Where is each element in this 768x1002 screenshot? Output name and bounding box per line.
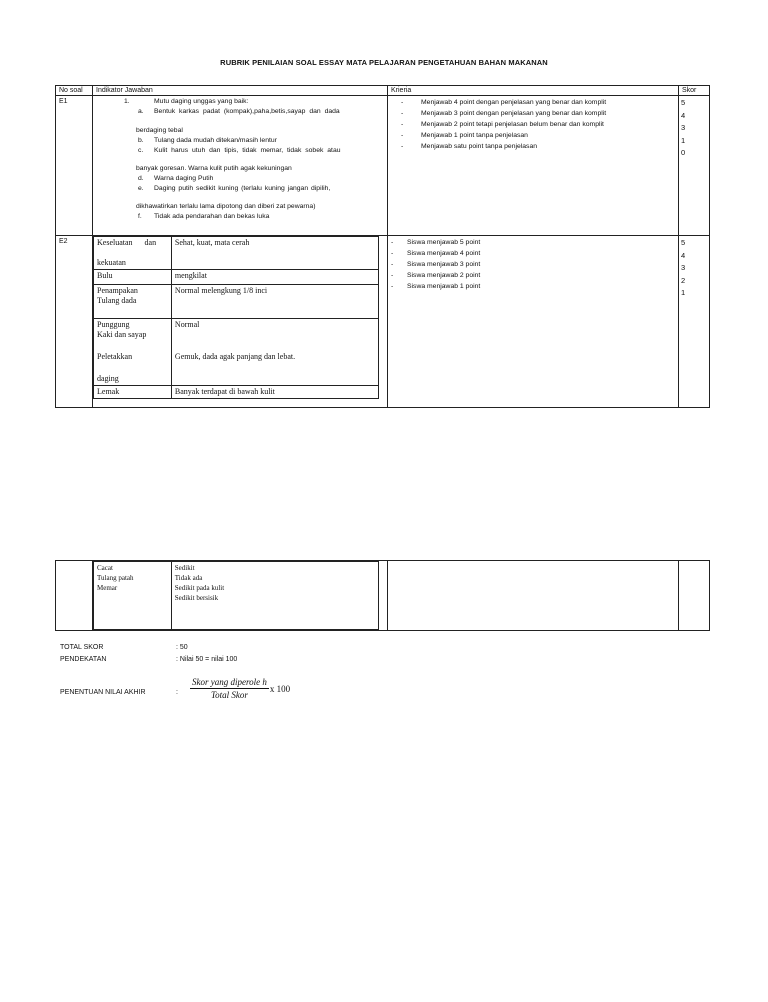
e2-value xyxy=(171,319,378,386)
cont-label: Tulang patah xyxy=(97,574,134,582)
cont-inner-row xyxy=(94,562,379,630)
e2-value: mengkilat xyxy=(171,270,378,285)
e2-label-line1: Keseluatan dan xyxy=(97,238,157,247)
cont-value: Sedikit pada kulit xyxy=(174,584,225,592)
e2-kriteria-item: - Siswa menjawab 4 point xyxy=(391,250,481,257)
cont-row xyxy=(56,561,710,631)
cont-labels xyxy=(94,562,172,630)
e1-item-a: Bentuk karkas padat (kompak),paha,betis,sayap dan dada xyxy=(154,108,340,115)
e2-kriteria-text: Siswa menjawab 3 point xyxy=(407,261,481,268)
cont-label: Cacat xyxy=(97,564,113,572)
e2-inner-row xyxy=(94,285,379,319)
cont-inner-table xyxy=(93,561,379,630)
cont-indikator xyxy=(93,561,388,631)
e1-item-a-mark: a. xyxy=(138,108,144,115)
e2-inner-table xyxy=(93,236,379,399)
e2-kriteria xyxy=(388,236,679,408)
e1-kriteria-item: - Menjawab 2 point tetapi penjelasan belum benar dan komplit xyxy=(401,121,604,128)
total-skor-label: TOTAL SKOR xyxy=(60,644,104,651)
e2-kriteria-item: - Siswa menjawab 3 point xyxy=(391,261,481,268)
e2-kriteria-text: Siswa menjawab 4 point xyxy=(407,250,481,257)
penentuan-colon: : xyxy=(176,689,178,696)
cont-values xyxy=(171,562,378,630)
e2-kriteria-item: - Siswa menjawab 5 point xyxy=(391,239,481,246)
formula xyxy=(190,677,290,700)
header-skor: Skor xyxy=(679,86,710,96)
e1-item-d-mark: d. xyxy=(138,175,144,182)
e2-kriteria-text: Siswa menjawab 1 point xyxy=(407,283,481,290)
e2-kriteria-text: Siswa menjawab 2 point xyxy=(407,272,481,279)
e2-label-line1: Lemak xyxy=(97,387,120,396)
e2-kriteria-text: Siswa menjawab 5 point xyxy=(407,239,481,246)
e1-skor-value: 5 xyxy=(681,98,686,107)
e2-label-line1: Penampakan xyxy=(97,286,138,295)
e2-value-line: Gemuk, dada agak panjang dan lebat. xyxy=(174,352,296,361)
formula-fraction xyxy=(190,677,269,700)
e2-label xyxy=(94,386,172,399)
header-indikator: Indikator Jawaban xyxy=(93,86,388,96)
e1-skor-value: 3 xyxy=(681,123,686,132)
e1-skor-value: 1 xyxy=(681,135,686,145)
e2-label-line1: Bulu xyxy=(97,271,113,280)
e1-item-b: Tulang dada mudah ditekan/masih lentur xyxy=(154,137,277,144)
cont-value: Sedikit bersisik xyxy=(174,594,219,602)
header-kriteria: Krieria xyxy=(388,86,679,96)
e1-heading: Mutu daging unggas yang baik: xyxy=(154,98,249,105)
e1-item-d: Warna daging Putih xyxy=(154,175,214,182)
cont-kriteria xyxy=(388,561,679,631)
e2-value: Normal melengkung 1/8 inci xyxy=(171,285,378,319)
rubric-table xyxy=(55,85,710,408)
e2-skor-value: 4 xyxy=(681,250,686,260)
e1-kriteria-text: Menjawab 3 point dengan penjelasan yang benar dan komplit xyxy=(421,110,607,117)
e1-item-a-cont: berdaging tebal xyxy=(136,127,183,134)
e2-indikator xyxy=(93,236,388,408)
cont-skor xyxy=(679,561,710,631)
e2-value: Banyak terdapat di bawah kulit xyxy=(171,386,378,399)
formula-denominator: Total Skor xyxy=(210,690,248,700)
e2-label xyxy=(94,319,172,386)
e2-inner-row xyxy=(94,270,379,285)
cont-value: Sedikit xyxy=(174,564,195,572)
e1-kriteria-text: Menjawab satu point tanpa penjelasan xyxy=(421,143,538,150)
e1-item-c-cont: banyak goresan. Warna kulit putih agak kekuningan xyxy=(136,165,292,172)
e2-label xyxy=(94,270,172,285)
header-no-soal: No soal xyxy=(56,86,93,96)
e1-item-c: Kulit harus utuh dan tipis, tidak memar, tidak sobek atau xyxy=(154,147,341,154)
formula-numerator: Skor yang diperole h xyxy=(192,677,267,687)
e1-skor-value: 4 xyxy=(681,110,686,120)
e1-skor-value: 0 xyxy=(681,148,686,157)
cont-label: Memar xyxy=(97,584,118,592)
e2-inner-row xyxy=(94,237,379,270)
e1-kriteria-item: - Menjawab 3 point dengan penjelasan yang benar dan komplit xyxy=(401,110,607,117)
e1-heading-num: 1. xyxy=(124,98,130,105)
penentuan-label: PENENTUAN NILAI AKHIR xyxy=(60,689,146,696)
page-title: RUBRIK PENILAIAN SOAL ESSAY MATA PELAJARAN PENGETAHUAN BAHAN MAKANAN xyxy=(220,58,548,67)
e2-label-line1: Punggung xyxy=(97,320,130,329)
e2-skor-value: 1 xyxy=(681,288,686,297)
e2-label-line2: daging xyxy=(97,374,119,383)
e1-item-e-cont: dikhawatirkan terlalu lama dipotong dan diberi zat pewarna) xyxy=(136,203,316,210)
e2-label-line2: Kaki dan sayap xyxy=(97,330,147,339)
e2-inner-row xyxy=(94,386,379,399)
e2-label xyxy=(94,237,172,270)
total-skor-value: : 50 xyxy=(176,644,188,651)
e2-skor xyxy=(679,236,710,408)
e2-value: Sehat, kuat, mata cerah xyxy=(171,237,378,270)
e1-kriteria-item: - Menjawab 1 point tanpa penjelasan xyxy=(401,132,528,139)
e2-label-line2: Tulang dada xyxy=(97,296,137,305)
e1-item-c-mark: c. xyxy=(138,147,144,154)
e1-kriteria-item: - Menjawab satu point tanpa penjelasan xyxy=(401,143,538,150)
e1-kriteria-item: - Menjawab 4 point dengan penjelasan yang benar dan komplit xyxy=(401,99,607,106)
e2-skor-value: 2 xyxy=(681,275,686,285)
e2-label xyxy=(94,285,172,319)
e1-kriteria-text: Menjawab 2 point tetapi penjelasan belum benar dan komplit xyxy=(421,121,604,128)
e1-skor xyxy=(679,96,710,236)
e2-value-line: Normal xyxy=(174,320,200,329)
e1-kriteria-text: Menjawab 1 point tanpa penjelasan xyxy=(421,132,528,139)
e1-no: E1 xyxy=(56,96,93,236)
e1-item-e: Daging putih sedikit kuning (terlalu kuning jangan dipilih, xyxy=(154,185,331,192)
e2-skor-value: 3 xyxy=(681,263,686,272)
e1-kriteria-text: Menjawab 4 point dengan penjelasan yang benar dan komplit xyxy=(421,99,607,106)
e1-kriteria xyxy=(388,96,679,236)
row-e1 xyxy=(56,96,710,236)
pendekatan-label: PENDEKATAN xyxy=(60,656,107,663)
e2-label-line2: kekuatan xyxy=(97,258,126,267)
e1-item-f-mark: f. xyxy=(138,213,142,220)
e1-item-b-mark: b. xyxy=(138,137,144,144)
e2-kriteria-item: - Siswa menjawab 2 point xyxy=(391,272,481,279)
header-row xyxy=(56,86,710,96)
row-e2 xyxy=(56,236,710,408)
e1-item-f: Tidak ada pendarahan dan bekas luka xyxy=(154,213,270,220)
e2-kriteria-item: - Siswa menjawab 1 point xyxy=(391,283,481,290)
rubric-table-continued xyxy=(55,560,710,631)
cont-no xyxy=(56,561,93,631)
e1-item-e-mark: e. xyxy=(138,185,144,192)
cont-value: Tidak ada xyxy=(174,574,203,582)
e2-no: E2 xyxy=(56,236,93,408)
e1-indikator xyxy=(93,96,388,236)
e2-label-line1: Peletakkan xyxy=(97,352,133,361)
pendekatan-value: : Nilai 50 = nilai 100 xyxy=(176,656,238,663)
formula-multiplier: x 100 xyxy=(269,683,291,694)
e2-skor-value: 5 xyxy=(681,238,686,247)
e2-inner-row xyxy=(94,319,379,386)
